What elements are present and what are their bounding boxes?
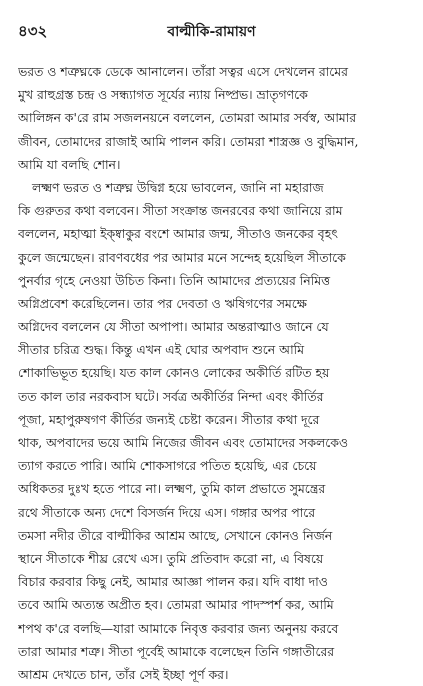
text-line: পূজা, মহাপুরুষগণ কীর্তির জন্যই চেষ্টা করেন। সীতার কথা দূরে bbox=[18, 411, 320, 427]
text-line: বিচার করবার কিছু নেই, আমার আজ্ঞা পালন কর। যদি বাধা দাও bbox=[18, 574, 328, 590]
page-header bbox=[18, 14, 405, 42]
running-title: বাল্মীকি-রামায়ণ bbox=[167, 24, 256, 40]
text-line: শপথ ক'রে বলছি—যারা আমাকে নিবৃত্ত করবার জন্য অনুনয় করবে bbox=[18, 620, 339, 636]
text-line: পুনর্বার গৃহে নেওয়া উচিত কিনা। তিনি আমাদের প্রত্যয়ের নিমিত্ত bbox=[18, 272, 330, 288]
text-line: বললেন, মহাত্মা ইক্ষ্বাকুর বংশে আমার জন্ম, সীতাও জনকের বৃহৎ bbox=[18, 226, 338, 242]
text-line: অগ্নিপ্রবেশ করেছিলেন। তার পর দেবতা ও ঋষিগণের সমক্ষে bbox=[18, 295, 307, 311]
text-line: আমি যা বলছি শোন। bbox=[18, 156, 121, 172]
text-line: তত কাল তার নরকবাস ঘটে। সর্বত্র অকীর্তির নিন্দা এবং কীর্তির bbox=[18, 388, 324, 404]
text-line: অগ্নিদেব বললেন যে সীতা অপাপা। আমার অন্তরাত্মাও জানে যে bbox=[18, 319, 329, 335]
text-line: রথে সীতাকে অন্য দেশে বিসর্জন দিয়ে এস। গঙ্গার অপর পারে bbox=[18, 504, 316, 520]
text-line: সীতার চরিত্র শুদ্ধ। কিন্তু এখন এই ঘোর অপবাদ শুনে আমি bbox=[18, 342, 304, 358]
text-line: ভরত ও শত্রুঘ্নকে ডেকে আনালেন। তাঁরা সত্বর এসে দেখলেন রামের bbox=[18, 64, 348, 79]
text-line: শোকাভিভূত হয়েছি। যত কাল কোনও লোকের অকীর্তি রটিত হয় bbox=[18, 365, 330, 381]
text-line: জীবন, তোমাদের রাজাই আমি পালন করি। তোমরা শাস্ত্রজ্ঞ ও বুদ্ধিমান, bbox=[18, 133, 359, 149]
text-line: আলিঙ্গন ক'রে রাম সজলনয়নে বললেন, তোমরা আমার সর্বস্ব, আমার bbox=[18, 110, 357, 126]
body-text bbox=[18, 60, 407, 686]
text-line: ত্যাগ করতে পারি। আমি শোকসাগরে পতিত হয়েছি, এর চেয়ে bbox=[18, 458, 317, 474]
page-number: ৪৩২ bbox=[18, 22, 48, 40]
text-line: কুলে জন্মেছেন। রাবণবধের পর আমার মনে সন্দেহ হয়েছিল সীতাকে bbox=[18, 249, 346, 265]
text-line: অধিকতর দুঃখ হতে পারে না। লক্ষ্মণ, তুমি কাল প্রভাতে সুমন্ত্রের bbox=[18, 481, 326, 497]
text-line: কি গুরুতর কথা বলবেন। সীতা সংক্রান্ত জনরবের কথা জানিয়ে রাম bbox=[18, 203, 343, 219]
text-line: তবে আমি অত্যন্ত অপ্রীত হব। তোমরা আমার পাদস্পর্শ কর, আমি bbox=[18, 597, 334, 613]
paragraph-start-line: লক্ষ্মণ ভরত ও শত্রুঘ্ন উদ্বিগ্ন হয়ে ভাবলেন, জানি না মহারাজ bbox=[32, 179, 324, 195]
text-line: তমসা নদীর তীরে বাল্মীকির আশ্রম আছে, সেখানে কোনও নির্জন bbox=[18, 527, 333, 543]
text-line: আশ্রম দেখতে চান, তাঁর সেই ইচ্ছা পূর্ণ কর। bbox=[18, 666, 229, 682]
text-line: স্থানে সীতাকে শীঘ্র রেখে এস। তুমি প্রতিবাদ করো না, এ বিষয়ে bbox=[18, 550, 324, 566]
text-line: থাক, অপবাদের ভয়ে আমি নিজের জীবন এবং তোমাদের সকলকেও bbox=[18, 435, 349, 450]
text-line: মুখ রাহুগ্রস্ত চন্দ্র ও সন্ধ্যাগত সূর্যের ন্যায় নিষ্প্রভ। ভ্রাতৃগণকে bbox=[18, 87, 308, 103]
text-line: তারা আমার শত্রু। সীতা পূর্বেই আমাকে বলেছেন তিনি গঙ্গাতীরের bbox=[18, 643, 335, 659]
